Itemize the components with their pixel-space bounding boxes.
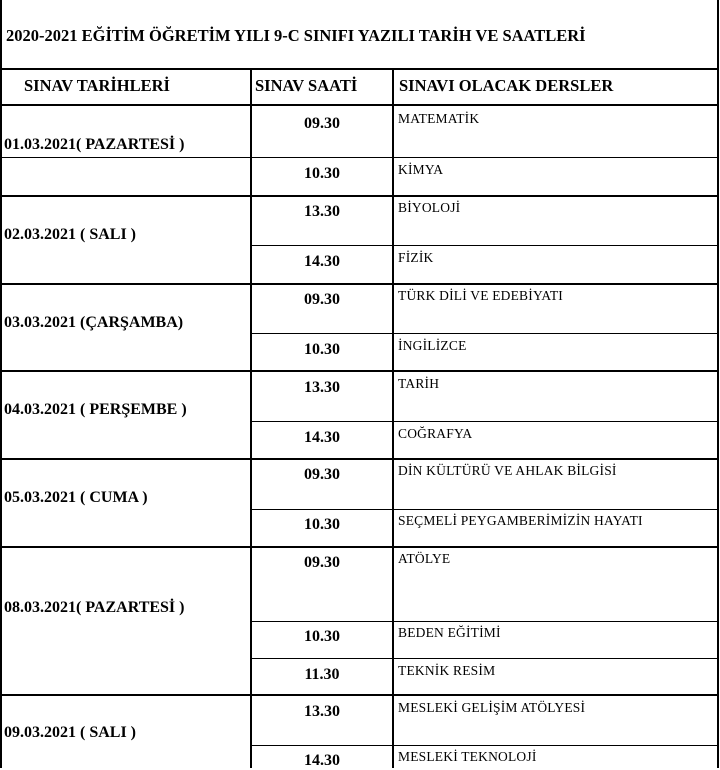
exam-date: 09.03.2021 ( SALI ) [4,724,137,741]
exam-time: 09.30 [304,554,340,571]
row-divider [0,370,719,372]
row-divider [0,283,719,285]
exam-subject: ATÖLYE [398,551,451,566]
header-subjects: SINAVI OLACAK DERSLER [399,76,614,95]
exam-subject: BEDEN EĞİTİMİ [398,625,501,640]
row-divider [0,157,719,158]
exam-subject: FİZİK [398,250,434,265]
exam-time: 10.30 [304,341,340,358]
exam-subject: MESLEKİ GELİŞİM ATÖLYESİ [398,700,586,715]
exam-time: 14.30 [304,253,340,270]
table-border-left [0,0,2,768]
row-divider [0,104,719,106]
sub-row-divider [250,745,719,746]
exam-date: 02.03.2021 ( SALI ) [4,226,137,243]
exam-time: 14.30 [304,429,340,446]
exam-date: 04.03.2021 ( PERŞEMBE ) [4,401,187,418]
sub-row-divider [250,509,719,510]
page-title: 2020-2021 EĞİTİM ÖĞRETİM YILI 9-C SINIFI YAZILI TARİH VE SAATLERİ [6,26,586,45]
table-border-right [717,0,719,768]
exam-date: 05.03.2021 ( CUMA ) [4,489,148,506]
column-divider-subject [392,68,394,768]
exam-time: 10.30 [304,628,340,645]
row-divider [0,68,719,70]
exam-time: 09.30 [304,466,340,483]
exam-subject: TEKNİK RESİM [398,663,496,678]
sub-row-divider [250,658,719,659]
exam-time: 13.30 [304,703,340,720]
exam-time: 11.30 [304,666,340,683]
sub-row-divider [250,333,719,334]
exam-time: 10.30 [304,165,340,182]
exam-date: 01.03.2021( PAZARTESİ ) [4,136,185,153]
sub-row-divider [250,621,719,622]
exam-time: 13.30 [304,203,340,220]
exam-time: 09.30 [304,291,340,308]
row-divider [0,195,719,197]
exam-time: 10.30 [304,516,340,533]
exam-date: 03.03.2021 (ÇARŞAMBA) [4,314,184,331]
row-divider [0,546,719,548]
exam-subject: İNGİLİZCE [398,338,467,353]
exam-subject: TÜRK DİLİ VE EDEBİYATI [398,288,564,303]
exam-subject: MESLEKİ TEKNOLOJİ [398,749,537,764]
exam-subject: KİMYA [398,162,444,177]
row-divider [0,694,719,696]
exam-subject: COĞRAFYA [398,426,473,441]
row-divider [0,458,719,460]
exam-subject: TARİH [398,376,440,391]
sub-row-divider [250,245,719,246]
exam-time: 09.30 [304,115,340,132]
exam-subject: DİN KÜLTÜRÜ VE AHLAK BİLGİSİ [398,463,617,478]
exam-time: 13.30 [304,379,340,396]
exam-subject: BİYOLOJİ [398,200,461,215]
header-exam-dates: SINAV TARİHLERİ [24,76,170,95]
exam-subject: MATEMATİK [398,111,480,126]
header-exam-time: SINAV SAATİ [255,76,358,95]
exam-date: 08.03.2021( PAZARTESİ ) [4,599,185,616]
sub-row-divider [250,421,719,422]
exam-time: 14.30 [304,752,340,769]
exam-subject: SEÇMELİ PEYGAMBERİMİZİN HAYATI [398,513,643,528]
